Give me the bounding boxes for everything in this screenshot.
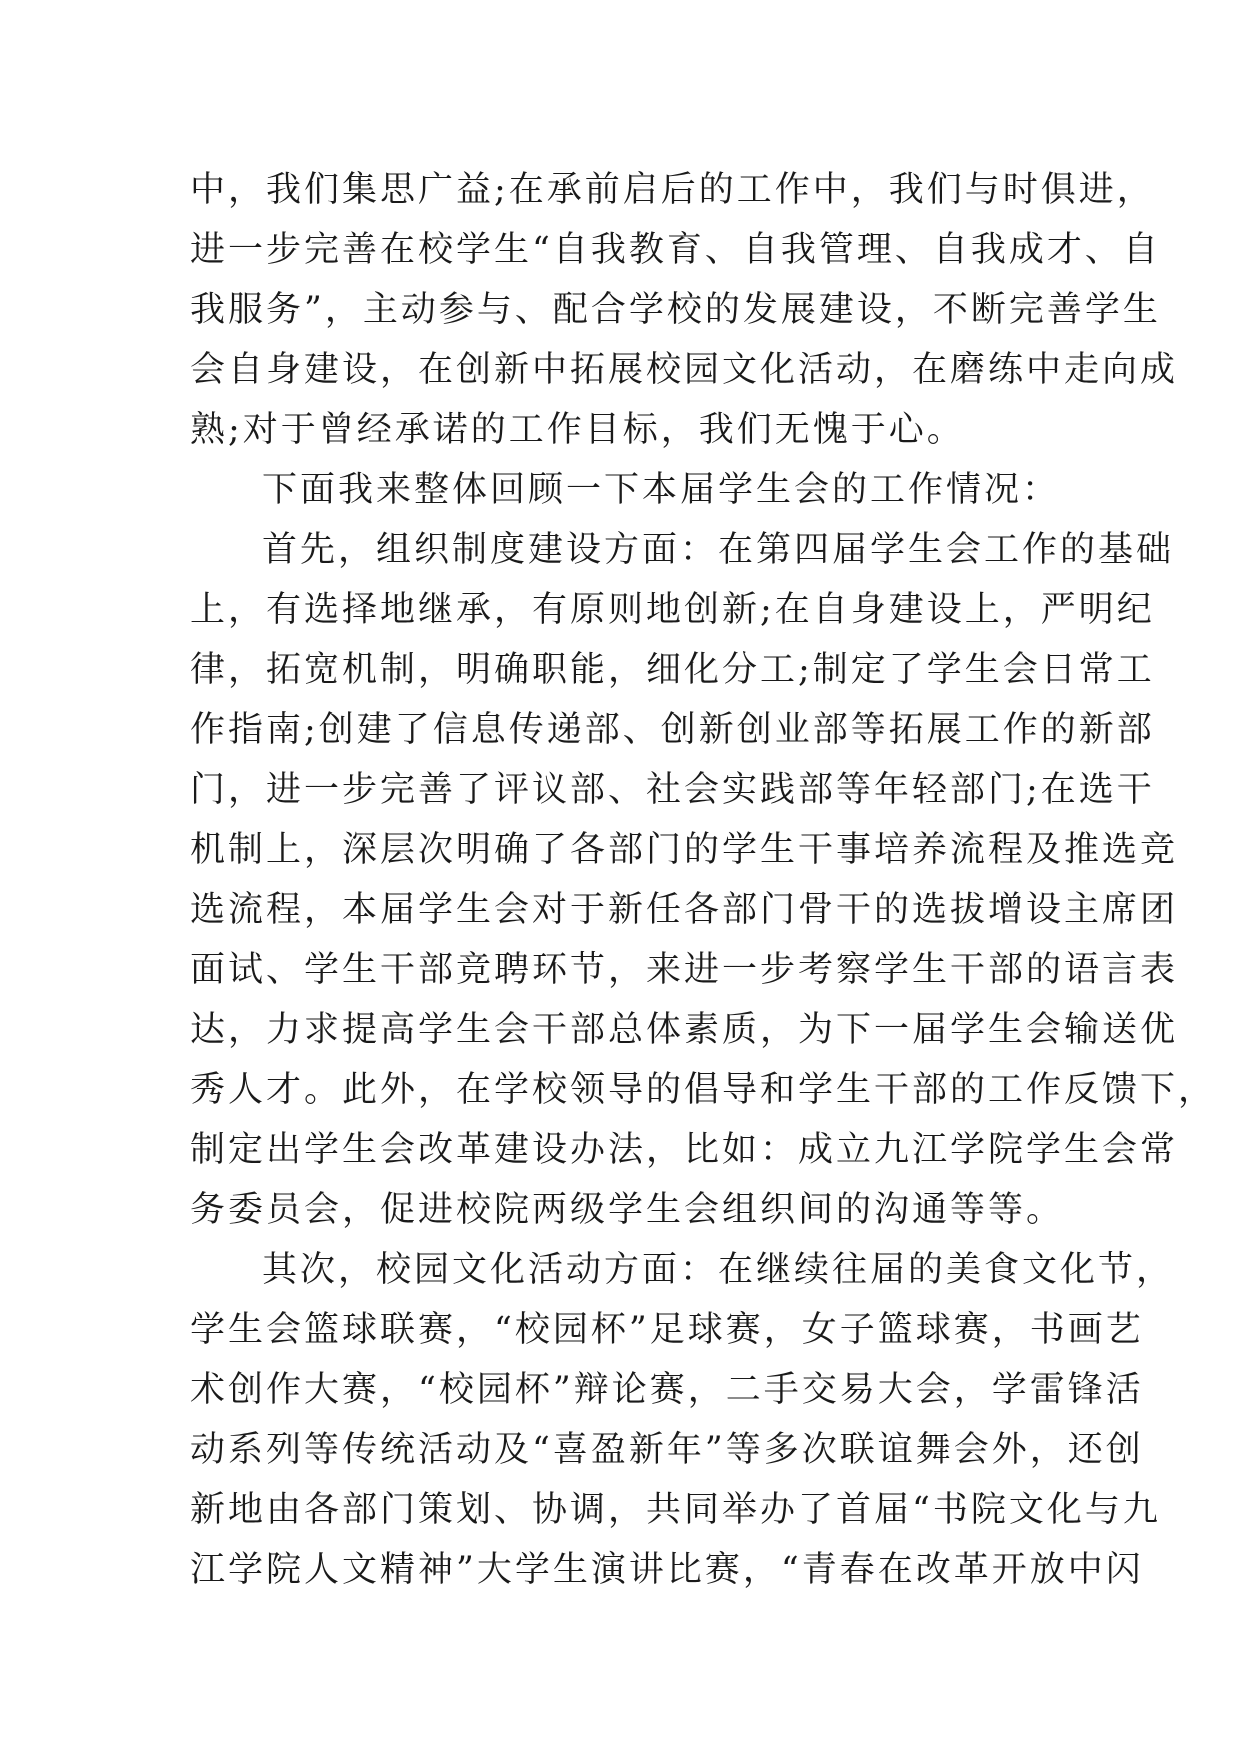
text-line: 面试、学生干部竞聘环节，来进一步考察学生干部的语言表 (190, 950, 1179, 990)
text-line: 下面我来整体回顾一下本届学生会的工作情况： (262, 470, 1061, 510)
text-line: 务委员会，促进校院两级学生会组织间的沟通等等。 (190, 1190, 1065, 1230)
text-line: 我服务”，主动参与、配合学校的发展建设，不断完善学生 (190, 290, 1161, 330)
text-line: 中，我们集思广益;在承前启后的工作中，我们与时俱进， (190, 170, 1155, 210)
text-line: 新地由各部门策划、协调，共同举办了首届“书院文化与九 (190, 1490, 1161, 1530)
paragraph (190, 520, 1217, 1240)
text-line: 其次，校园文化活动方面：在继续往届的美食文化节， (262, 1250, 1175, 1290)
document-body (190, 160, 1217, 1600)
text-line: 上，有选择地继承，有原则地创新;在自身建设上，严明纪 (190, 590, 1155, 630)
paragraph (190, 460, 1070, 520)
text-line: 秀人才。此外，在学校领导的倡导和学生干部的工作反馈下， (190, 1070, 1217, 1110)
text-line: 机制上，深层次明确了各部门的学生干事培养流程及推选竞 (190, 830, 1179, 870)
text-line: 作指南;创建了信息传递部、创新创业部等拓展工作的新部 (190, 710, 1155, 750)
text-line: 律，拓宽机制，明确职能，细化分工;制定了学生会日常工 (190, 650, 1155, 690)
text-line: 会自身建设，在创新中拓展校园文化活动，在磨练中走向成 (190, 350, 1179, 390)
text-line: 进一步完善在校学生“自我教育、自我管理、自我成才、自 (190, 230, 1161, 270)
paragraph (190, 160, 1179, 460)
text-line: 制定出学生会改革建设办法，比如：成立九江学院学生会常 (190, 1130, 1179, 1170)
text-line: 江学院人文精神”大学生演讲比赛，“青春在改革开放中闪 (190, 1550, 1144, 1590)
text-line: 术创作大赛，“校园杯”辩论赛，二手交易大会，学雷锋活 (190, 1370, 1144, 1410)
text-line: 选流程，本届学生会对于新任各部门骨干的选拔增设主席团 (190, 890, 1179, 930)
text-line: 达，力求提高学生会干部总体素质，为下一届学生会输送优 (190, 1010, 1179, 1050)
text-line: 首先，组织制度建设方面：在第四届学生会工作的基础 (262, 530, 1175, 570)
text-line: 动系列等传统活动及“喜盈新年”等多次联谊舞会外，还创 (190, 1430, 1144, 1470)
text-line: 门，进一步完善了评议部、社会实践部等年轻部门;在选干 (190, 770, 1155, 810)
paragraph (190, 1240, 1175, 1600)
text-line: 学生会篮球联赛，“校园杯”足球赛，女子篮球赛，书画艺 (190, 1310, 1144, 1350)
text-line: 熟;对于曾经承诺的工作目标，我们无愧于心。 (190, 410, 965, 450)
